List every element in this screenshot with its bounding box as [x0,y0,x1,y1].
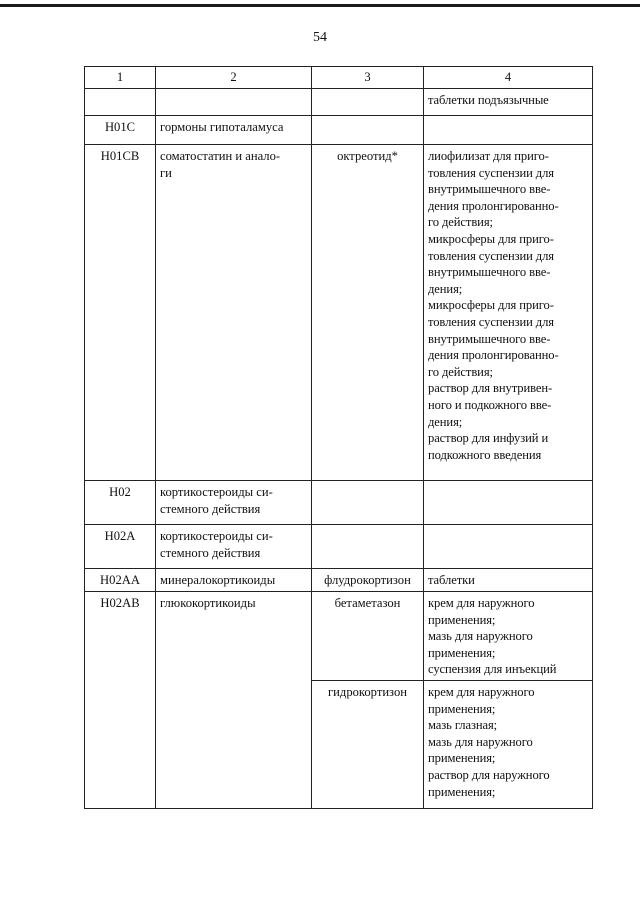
group-name-cell: кортикостероиды си- стемного действия [156,481,312,525]
table-row [85,569,593,592]
dosage-form-cell [424,681,593,809]
dosage-form-item: крем для наружного применения; [428,596,535,627]
drug-name-cell [312,481,424,525]
dosage-form-cell [424,89,593,116]
dosage-form-item: микросферы для приго- товления суспензии для внутримышечного вве- дения; [428,231,554,296]
table-row [85,116,593,145]
dosage-form-item: мазь для наружного применения; [428,629,533,660]
group-name-cell: соматостатин и анало- ги [156,145,312,481]
atc-code-cell [85,89,156,116]
drug-name-cell [312,525,424,569]
drug-table [84,66,593,809]
dosage-form-item: таблетки подъязычные [428,93,549,107]
dosage-form-item: мазь для наружного применения; [428,734,533,766]
drug-name-cell: октреотид* [312,145,424,481]
atc-code-cell: H01C [85,116,156,145]
dosage-form-item: крем для наружного применения; [428,685,535,716]
table-row [85,481,593,525]
dosage-form-item: лиофилизат для приго- товления суспензии для внутримышечного вве- дения пролонгированно- го действия; [428,149,559,230]
table-header-row [85,67,593,89]
drug-name-cell: бетаметазон [312,592,424,681]
atc-code-cell: H01CB [85,145,156,481]
group-name-cell: глюкокортикоиды [156,592,312,809]
table-row [85,145,593,481]
dosage-form-cell [424,116,593,145]
group-name-cell: гормоны гипоталамуса [156,116,312,145]
header-cell: 4 [424,67,593,89]
dosage-form-item: суспензия для инъекций [428,662,557,677]
atc-code-cell: H02 [85,481,156,525]
header-cell: 1 [85,67,156,89]
dosage-form-cell [424,145,593,481]
drug-name-cell: флудрокортизон [312,569,424,592]
atc-code-cell: H02A [85,525,156,569]
dosage-form-cell [424,481,593,525]
table-row [85,592,593,681]
page-number: 54 [313,30,327,45]
table-row [85,525,593,569]
atc-code-cell: H02AA [85,569,156,592]
dosage-form-item: микросферы для приго- товления суспензии для внутримышечного вве- дения пролонгированно- го действия; [428,298,559,379]
table-row [85,89,593,116]
header-cell: 2 [156,67,312,89]
header-cell: 3 [312,67,424,89]
dosage-form-item: раствор для внутривен- ного и подкожного вве- дения; [428,381,553,429]
atc-code-cell: H02AB [85,592,156,809]
drug-name-cell [312,116,424,145]
group-name-cell: минералокортикоиды [156,569,312,592]
dosage-form-item: таблетки [428,573,475,587]
group-name-cell [156,89,312,116]
drug-name-cell [312,89,424,116]
drug-name-cell: гидрокортизон [312,681,424,809]
dosage-form-item: раствор для инфузий и подкожного введения [428,431,549,462]
dosage-form-item: раствор для наружного применения; [428,767,550,799]
dosage-form-item: мазь глазная; [428,718,498,733]
dosage-form-cell [424,592,593,681]
top-rule [0,4,640,7]
dosage-form-cell [424,569,593,592]
dosage-form-cell [424,525,593,569]
group-name-cell: кортикостероиды си- стемного действия [156,525,312,569]
